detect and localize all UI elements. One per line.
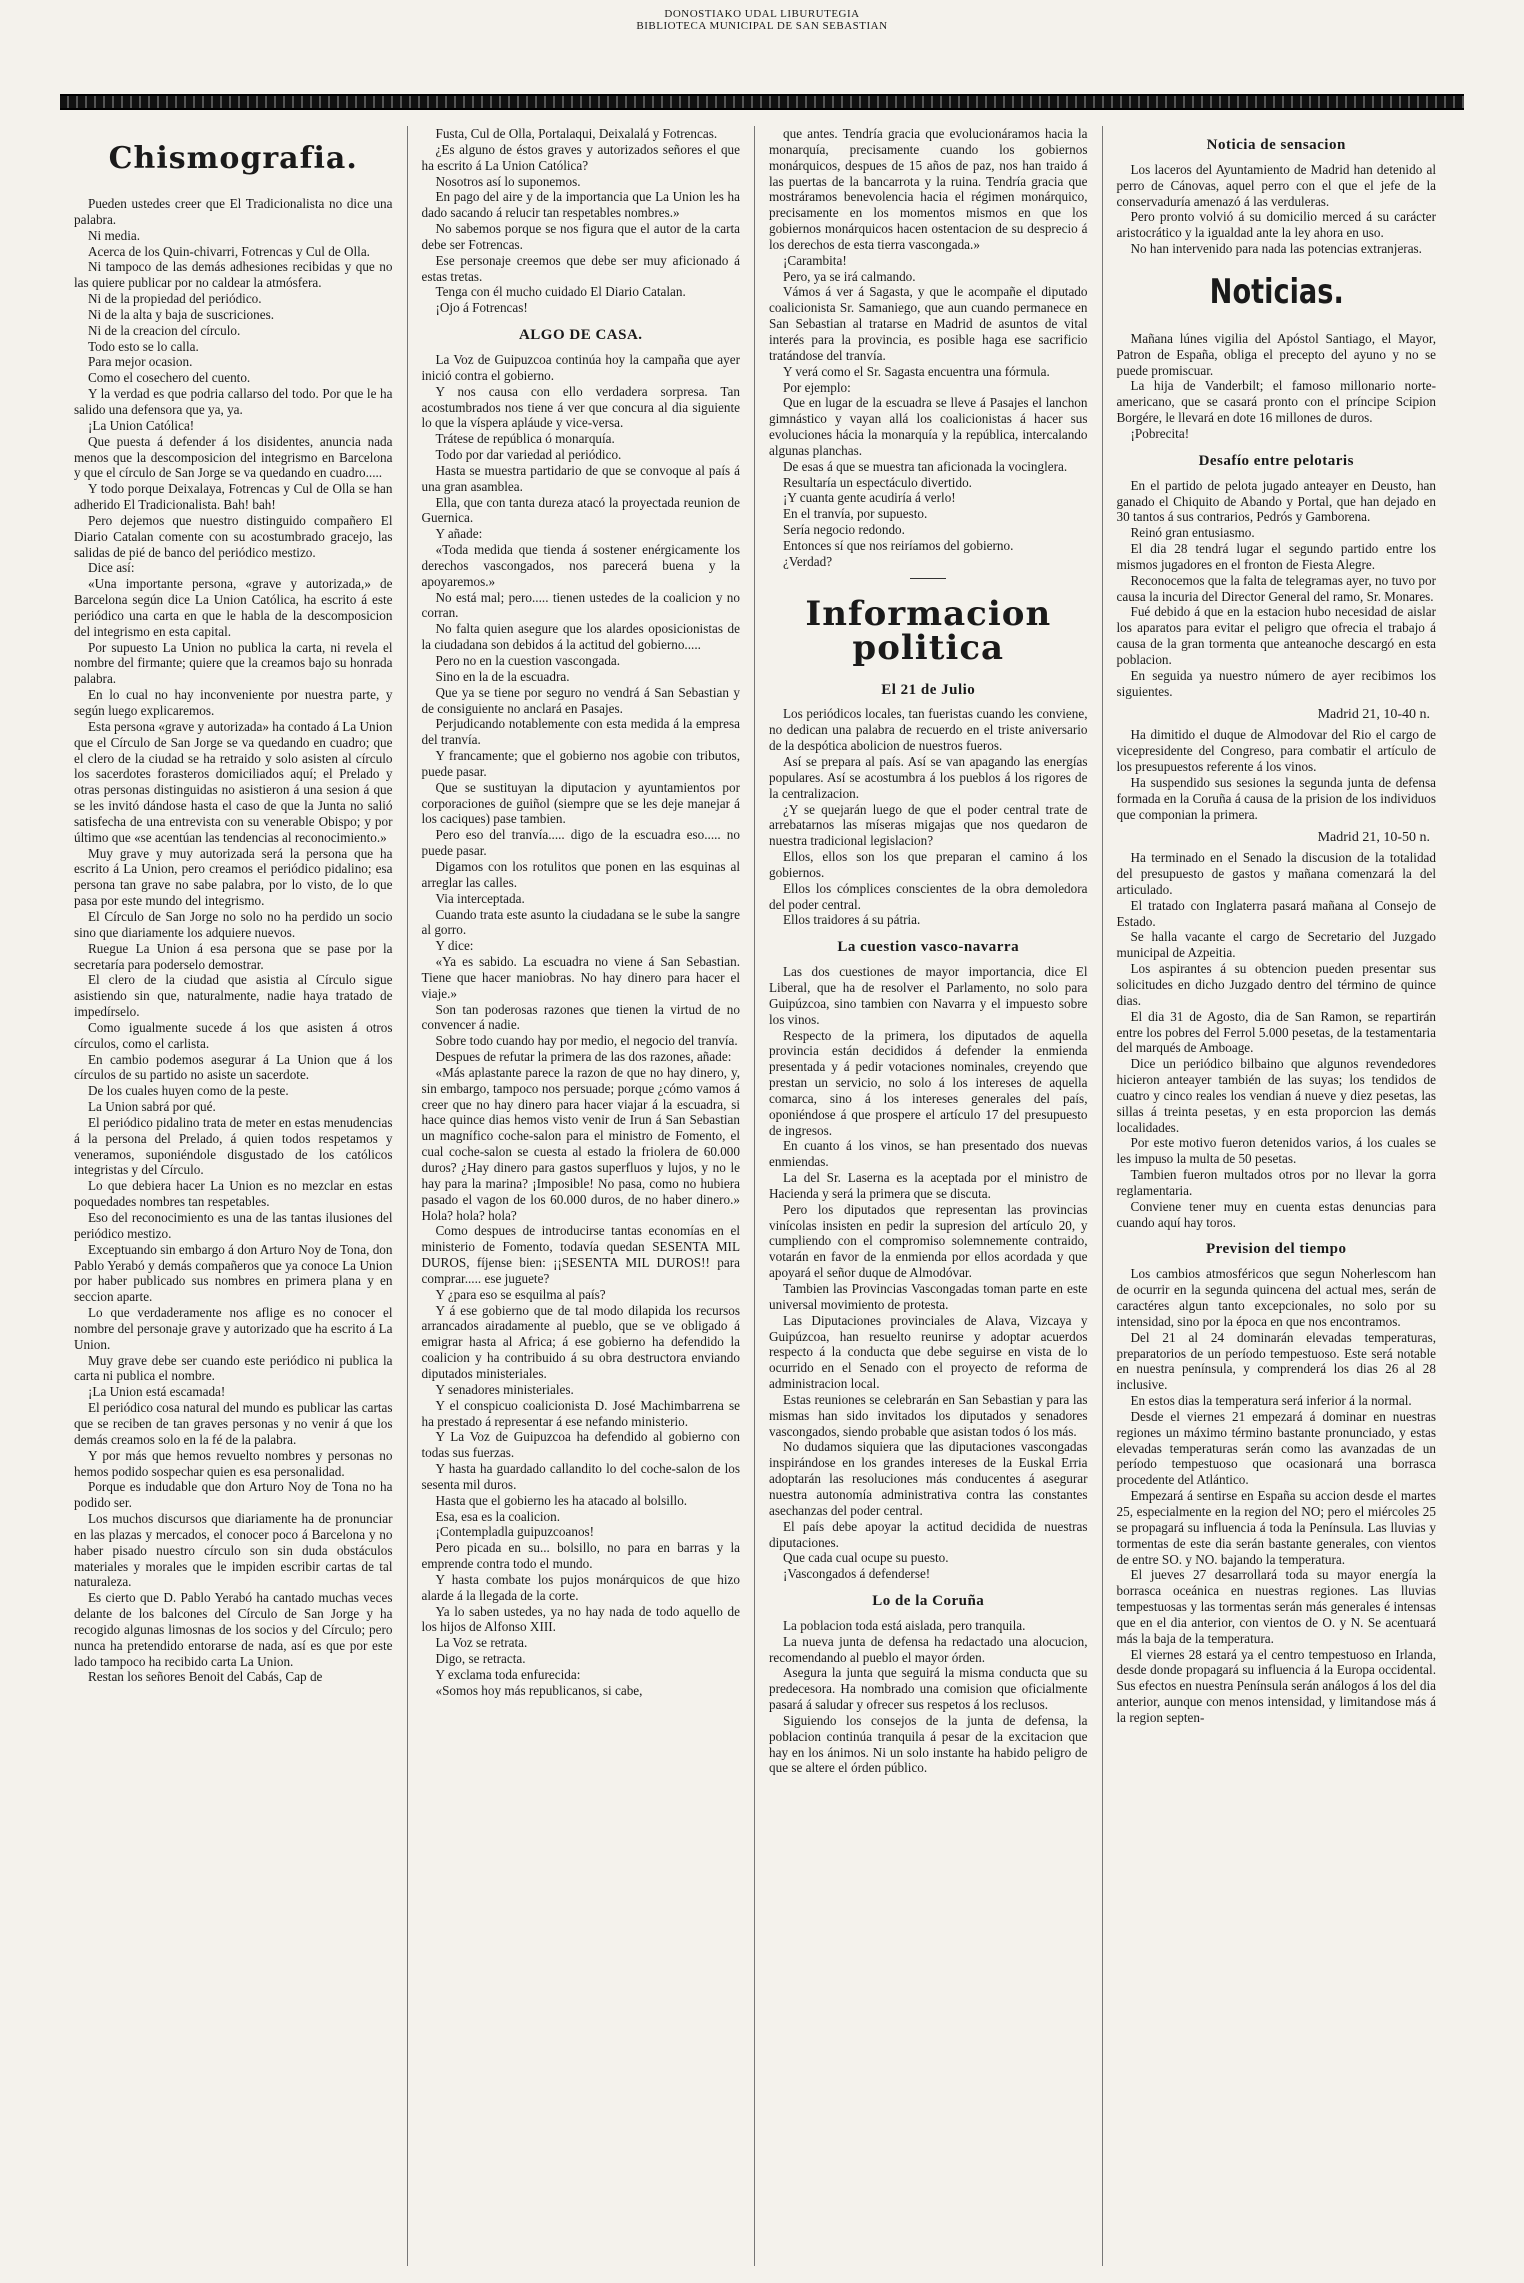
paragraph: No dudamos siquiera que las diputaciones vascongadas inspirándose en los grandes intereses de la Euskal Erria adoptarán las resoluciones más conducentes á asegurar nuestra autonomía administrativa contra las constantes asechanzas del poder central. (769, 1439, 1088, 1518)
paragraph: Mañana lúnes vigilia del Apóstol Santiago, el Mayor, Patron de España, obliga el precepto del ayuno y no se puede promiscuar. (1116, 330, 1436, 378)
paragraph: «Ya es sabido. La escuadra no viene á San Sebastian. Tiene que hacer maniobras. No hay dinero para hacer el viaje.» (421, 954, 740, 1001)
paragraph: ¡Pobrecita! (1130, 425, 1190, 441)
noticias-body (1117, 331, 1437, 442)
paragraph: Dice un periódico bilbaino que algunos revendedores hicieron anteayer también de las suyas; los tendidos de cuatro y cinco reales los vendian á nueve y diez pesetas, las sillas á treinta pesetas, y en esta proporcion las demás localidades. (1116, 1056, 1436, 1135)
paragraph: «Una importante persona, «grave y autorizada,» de Barcelona según dice La Union Católica, ha escrito á este periódico una carta en que le habla de la descomposicion del integrismo en esta capital. (74, 576, 393, 639)
paragraph: El periódico pidalino trata de meter en estas menudencias á la persona del Prelado, á quien todos respetamos y veneramos, suponiéndole disgustado de los católicos integristas y del Círculo. (74, 1114, 393, 1178)
paragraph: El clero de la ciudad que asistia al Círculo sigue asistiendo sin que, naturalmente, nadie haya tratado de impedírselo. (74, 972, 393, 1020)
paragraph: Ha suspendido sus sesiones la segunda junta de defensa formada en la Coruña á causa de la prision de los individuos que componian la primera. (1116, 774, 1436, 822)
paragraph: Pero dejemos que nuestro distinguido compañero El Diario Catalan comente con su acostumbrado gracejo, las salidas de pié de banco del periódico mestizo. (74, 512, 393, 560)
paragraph: El dia 28 tendrá lugar el segundo partido entre los mismos jugadores en el fronton de Fiesta Alegre. (1116, 541, 1436, 572)
paragraph: ¡La Union Católica! (88, 417, 195, 433)
paragraph: No han intervenido para nada las potencias extranjeras. (1130, 241, 1422, 257)
paragraph: Hasta que el gobierno les ha atacado al bolsillo. (435, 1492, 688, 1508)
paragraph: Restan los señores Benoit del Cabás, Cap de (88, 1669, 323, 1685)
paragraph: Son tan poderosas razones que tienen la virtud de no convencer á nadie. (421, 1001, 740, 1033)
paragraph: Pero picada en su... bolsillo, no para en barras y la emprende contra todo el mundo. (421, 1540, 740, 1572)
paragraph: Via interceptada. (435, 890, 525, 906)
paragraph: Y hasta ha guardado callandito lo del coche-salon de los sesenta mil duros. (421, 1461, 740, 1492)
paragraph: Sobre todo cuando hay por medio, el negocio del tranvía. (435, 1033, 738, 1049)
paragraph: Despues de refutar la primera de las dos razones, añade: (435, 1049, 732, 1065)
paragraph: La Voz se retrata. (435, 1635, 528, 1651)
library-header (0, 8, 1524, 32)
paragraph: Ellos, ellos son los que preparan el camino á los gobiernos. (769, 849, 1088, 880)
paragraph: ¿Y se quejarán luego de que el poder central trate de arrebatarnos las míseras migajas que nos quedaron de nuestra tradicional legislacion? (769, 801, 1088, 849)
paragraph: Perjudicando notablemente con esta medida á la empresa del tranvía. (421, 716, 740, 748)
algo-de-casa-body (422, 352, 741, 1699)
paragraph: ¡La Union está escamada! (88, 1384, 226, 1400)
paragraph: Pero, ya se irá calmando. (783, 268, 916, 284)
paragraph: Siguiendo los consejos de la junta de defensa, la poblacion continúa tranquila á pesar de la excitacion que hay en los ánimos. Ni un solo instante ha habido peligro de que se altere el órden público. (769, 1712, 1088, 1776)
paragraph: Acerca de los Quin-chivarri, Fotrencas y Cul de Olla. (88, 243, 370, 259)
paragraph: La hija de Vanderbilt; el famoso millonario norte-americano, que se casará pronto con el príncipe Scipion Borgére, le llevará en dote 16 millones de duros. (1116, 378, 1436, 426)
paragraph: Como despues de introducirse tantas economías en el ministerio de Fomento, todavía quedan SESENTA MIL DUROS, fíjense bien: ¡¡SESENTA MIL DUROS!! para comprar..... ese juguete? (421, 1223, 740, 1286)
paragraph: La poblacion toda está aislada, pero tranquila. (783, 1617, 1026, 1633)
paragraph: Desde el viernes 21 empezará á dominar en nuestras regiones un máximo término bastante pronunciado, y estas elevadas temperaturas serán como las avanzadas de un período tempestuoso que ocasionará una borrasca procedente del Atlántico. (1116, 1408, 1436, 1488)
paragraph: De los cuales huyen como de la peste. (88, 1083, 289, 1099)
paragraph: Y verá como el Sr. Sagasta encuentra una fórmula. (783, 363, 1050, 379)
paragraph: Pero eso del tranvía..... digo de la escuadra eso..... no puede pasar. (421, 827, 740, 859)
paragraph: Dice así: (88, 560, 135, 576)
paragraph: Que en lugar de la escuadra se lleve á Pasajes el lanchon gimnástico y vayan allá los coalicionistas á hacer sus evoluciones hácia la monarquía y la república, intercalando algunas planchas. (769, 395, 1088, 458)
prevision-tiempo-heading: Prevision del tiempo (1205, 1241, 1347, 1258)
paragraph: Muy grave debe ser cuando este periódico ni publica la carta ni publica el nombre. (74, 1352, 393, 1384)
paragraph: «Somos hoy más republicanos, si cabe, (435, 1682, 643, 1698)
paragraph: En lo cual no hay inconveniente por nuestra parte, y según luego explicaremos. (74, 687, 393, 718)
paragraph: No falta quien asegure que los alardes oposicionistas de la ciudadana son debidos á la actitud del gobierno..... (421, 621, 740, 653)
paragraph: Que se sustituyan la diputacion y ayuntamientos por corporaciones de guiñol (siempre que se les deje manejar á los caciques) pase tambien. (421, 779, 740, 827)
paragraph: Se halla vacante el cargo de Secretario del Juzgado municipal de Azpeitia. (1116, 929, 1436, 961)
paragraph: ¡Vascongados á defenderse! (783, 1566, 931, 1582)
paragraph: «Más aplastante parece la razon de que no hay dinero, y, sin embargo, tampoco nos persuade; porque ¿cómo vamos á creer que no hay dinero para hacer viajar á la escuadra, si hace quince dias hemos visto venir de Irun á San Sebastian un magnífico coche-salon para el ministro de Fomento, el cual coche-salon se cuesta al estado la friolera de 60.000 duros? ¿Hay dinero para gastos superfluos y lujos, y no le hay para la marina? ¡Imposible! No pasa, como no hubiera pasado el vagon de los 60.000 duros, de no haber dinero.» Hola? hola? hola? (421, 1064, 740, 1223)
paragraph: Por este motivo fueron detenidos varios, á los cuales se les impuso la multa de 50 pesetas. (1116, 1135, 1436, 1167)
paragraph: Y el conspicuo coalicionista D. José Machimbarrena se ha prestado á representar á ese nefando ministerio. (421, 1397, 740, 1429)
paragraph: La nueva junta de defensa ha redactado una alocucion, recomendando al pueblo el mayor órden. (769, 1633, 1088, 1665)
paragraph: Resultaría un espectáculo divertido. (783, 474, 972, 490)
noticia-sensacion-heading: Noticia de sensacion (1206, 137, 1346, 153)
masthead-rule (60, 94, 1464, 110)
paragraph: Entonces sí que nos reiríamos del gobierno. (783, 537, 1014, 553)
paragraph: El país debe apoyar la actitud decidida de nuestras diputaciones. (769, 1518, 1088, 1550)
paragraph: En estos dias la temperatura será inferior á la normal. (1130, 1393, 1412, 1409)
paragraph: La Voz de Guipuzcoa continúa hoy la campaña que ayer inició contra el gobierno. (421, 351, 740, 383)
paragraph: Y dice: (435, 938, 474, 954)
paragraph: Ruegue La Union á esa persona que se pase por la secretaría para poderselo demostrar. (74, 940, 393, 972)
paragraph: Exceptuando sin embargo á don Arturo Noy de Tona, don Pablo Yerabó y demás compañeros que ya conoce La Union por haber publicado sus nombres en primera plana y en seccion aparte. (74, 1241, 393, 1305)
paragraph: No sabemos porque se nos figura que el autor de la carta debe ser Fotrencas. (421, 221, 740, 252)
paragraph: Pero no en la cuestion vascongada. (435, 653, 621, 668)
columns (60, 126, 1450, 2266)
separator (910, 578, 946, 579)
paragraph: Esa, esa es la coalicion. (435, 1508, 560, 1524)
paragraph: «Toda medida que tienda á sostener enérgicamente los derechos vascongados, nos parecerá buena y la apoyaremos.» (421, 542, 740, 589)
column-2-top (422, 126, 741, 316)
paragraph: Digo, se retracta. (435, 1651, 526, 1667)
paragraph: El jueves 27 desarrollará toda su mayor energía la borrasca oceánica en nuestras regiones. Las lluvias tempestuosas y las tormentas serán más generales é intensas que en el dia anterior, con vientos de O. y N. Se acentuará más la baja de la temperatura. (1116, 1567, 1436, 1646)
paragraph: En seguida ya nuestro número de ayer recibimos los siguientes. (1116, 667, 1436, 699)
paragraph: Ese personaje creemos que debe ser muy aficionado á estas tretas. (421, 252, 740, 284)
paragraph: Del 21 al 24 dominarán elevadas temperaturas, preparatorios de un período tempestuoso. Este será notable en nuestra península, y comprenderá los dias 26 al 28 inclusive. (1116, 1329, 1436, 1393)
column-4 (1103, 126, 1451, 2266)
paragraph: Ella, que con tanta dureza atacó la proyectada reunion de Guernica. (421, 494, 740, 526)
paragraph: Conviene tener muy en cuenta estas denuncias para cuando aquí hay toros. (1116, 1198, 1436, 1230)
paragraph: Los periódicos locales, tan fueristas cuando les conviene, no dedican una palabra de recuerdo en el triste aniversario de la despótica abolicion de nuestros fueros. (769, 706, 1088, 754)
paragraph: Lo que debiera hacer La Union es no mezclar en estas poquedades nombres tan respetables. (74, 1178, 393, 1210)
paragraph: El viernes 28 estará ya el centro tempestuoso en Irlanda, desde donde propagará su influencia á la Europa occidental. Sus efectos en nuestra Península serán análogos á los del dia anterior, aunque con menos intensidad, y limitandose más á la region septen- (1116, 1646, 1436, 1725)
paragraph: Ellos los cómplices conscientes de la obra demoledora del poder central. (769, 880, 1088, 912)
paragraph: Cuando trata este asunto la ciudadana se le sube la sangre al gorro. (421, 906, 740, 938)
paragraph: Los muchos discursos que diariamente ha de pronunciar en las plazas y mercados, el conocer poco á Barcelona y no haber pisado nuestro círculo son sin duda obstáculos materiales y morales que le impiden escribir cartas de tal naturaleza. (74, 1511, 393, 1590)
paragraph: Y todo porque Deixalaya, Fotrencas y Cul de Olla se han adherido El Tradicionalista. Bah! bah! (74, 481, 393, 513)
desafio-pelotaris-body (1117, 478, 1437, 700)
column-3 (755, 126, 1103, 2266)
prevision-tiempo-body (1117, 1266, 1437, 1725)
cuestion-vasco-navarra-heading: La cuestion vasco-navarra (837, 939, 1020, 956)
paragraph: Reinó gran entusiasmo. (1130, 525, 1255, 541)
informacion-politica-title: Informacion politica (805, 593, 1052, 668)
paragraph: Ni tampoco de las demás adhesiones recibidas y que no las quiere publicar por no caldear la atmósfera. (74, 259, 393, 291)
telegram-2-body (1117, 850, 1437, 1230)
paragraph: ¡Carambita! (783, 252, 847, 268)
paragraph: Eso del reconocimiento es una de las tantas ilusiones del periódico mestizo. (74, 1210, 393, 1241)
paragraph: Trátese de república ó monarquía. (435, 431, 615, 447)
paragraph: Como igualmente sucede á los que asisten á otros círculos, como el carlista. (74, 1019, 393, 1051)
chismografia-title: Chismografia. (108, 141, 358, 176)
paragraph: Y ¿para eso se esquilma al país? (435, 1286, 606, 1302)
21-julio-body (769, 706, 1088, 928)
paragraph: Y exclama toda enfurecida: (435, 1667, 581, 1682)
paragraph: El dia 31 de Agosto, dia de San Ramon, se repartirán entre los pobres del Ferrol 5.000 pesetas, de la testamentaria del marqués de Amboage. (1116, 1008, 1436, 1056)
paragraph: Digamos con los rotulitos que ponen en las esquinas al arreglar las calles. (421, 858, 740, 890)
paragraph: Todo esto se lo calla. (88, 338, 199, 354)
paragraph: El periódico cosa natural del mundo es publicar las cartas que se reciben de tan graves personas y no venir á que los demás creamos solo en la fé de la palabra. (74, 1400, 393, 1447)
paragraph: Ni de la alta y baja de suscriciones. (88, 306, 275, 322)
paragraph: Que puesta á defender á los disidentes, anuncia nada menos que la descomposicion del integrismo en Barcelona y que el círculo de San Jorge se va quedando en cuadro..... (74, 433, 393, 481)
coruna-heading: Lo de la Coruña (872, 1593, 985, 1610)
paragraph: Que ya se tiene por seguro no vendrá á San Sebastian y de consiguiente no anclará en Pasajes. (421, 684, 740, 716)
paragraph: El Círculo de San Jorge no solo no ha perdido un socio sino que diariamente los adquiere nuevos. (74, 908, 393, 940)
paragraph: Fusta, Cul de Olla, Portalaqui, Deixalalá y Fotrencas. (435, 126, 718, 141)
coruna-body (769, 1618, 1088, 1776)
noticia-sensacion-body (1117, 162, 1437, 257)
paragraph: ¡Ojo á Fotrencas! (435, 300, 528, 316)
paragraph: Y por más que hemos revuelto nombres y personas no hemos podido sospechar quien es esa personalidad. (74, 1447, 393, 1479)
chismografia-body (74, 196, 393, 1685)
paragraph: La Union sabrá por qué. (88, 1099, 216, 1115)
paragraph: Y senadores ministeriales. (435, 1381, 574, 1397)
paragraph: En cambio podemos asegurar á La Union que á los círculos de su partido no asiste un sacerdote. (74, 1051, 393, 1083)
paragraph: Respecto de la primera, los diputados de aquella provincia están decididos á defender la enmienda presentada y á pedir votaciones nominales, creyendo que prestan un servicio, no solo á los intereses de aquella comarca, sino á los intereses generales del país, oponiéndose á que prospere el artículo 17 del presupuesto de ingresos. (769, 1027, 1088, 1138)
paragraph: Reconocemos que la falta de telegramas ayer, no tuvo por causa la incuria del Director General del ramo, Sr. Monares. (1116, 572, 1436, 604)
telegram-date-2: Madrid 21, 10-50 n. (1317, 830, 1430, 846)
paragraph: Hasta se muestra partidario de que se convoque al país á una gran asamblea. (421, 462, 740, 494)
paragraph: Nosotros así lo suponemos. (435, 173, 581, 189)
paragraph: Fué debido á que en la estacion hubo necesidad de aislar los aparatos para evitar el peligro que ofrecia el trabajo á causa de la gran tormenta que anteanoche descargó en esta poblacion. (1116, 604, 1436, 667)
paragraph: Y añade: (435, 526, 483, 542)
column-2 (408, 126, 756, 2266)
library-header-basque: DONOSTIAKO UDAL LIBURUTEGIA (664, 8, 860, 20)
algo-de-casa-heading: ALGO DE CASA. (518, 327, 643, 344)
paragraph: Como el cosechero del cuento. (88, 370, 251, 386)
column-1 (60, 126, 408, 2266)
paragraph: Tambien las Provincias Vascongadas toman parte en este universal movimiento de protesta. (769, 1281, 1088, 1312)
paragraph: Esta persona «grave y autorizada» ha contado á La Union que el Círculo de San Jorge se va quedando en cuadro; que el clero de la ciudad se ha retraido y solo asisten al círculo los sacerdotes forasteros domiciliados aquí; el Prelado y otras personas distinguidas no asistieron á una sesion á que se les invitó dándose hasta el caso de que la Junta no salió satisfecha de una entrevista con su venerable Obispo; y por último que «se acentúan las tendencias al reconocimiento.» (74, 718, 393, 845)
paragraph: Los laceros del Ayuntamiento de Madrid han detenido al perro de Cánovas, aquel perro con el que el jefe de la conservaduría amenazó á las verduleras. (1116, 161, 1436, 209)
paragraph: Es cierto que D. Pablo Yerabó ha cantado muchas veces delante de los balcones del Círculo de San Jorge y ha recogido algunas limosnas de los socios y del Círculo; pero nunca ha pretendido entorarse de nada, así es que por este lado tampoco ha recibido carta La Union. (74, 1590, 393, 1669)
paragraph: Lo que verdaderamente nos aflige es no conocer el nombre del personaje grave y autorizado que ha escrito á La Union. (74, 1305, 393, 1352)
paragraph: Ni de la propiedad del periódico. (88, 291, 262, 307)
column-3-top (769, 126, 1088, 570)
paragraph: Pero los diputados que representan las provincias vinícolas insisten en pedir la supresion del artículo 20, y cumpliendo con el compromiso solemnemente contraido, votarán en favor de la enmienda por ellos acordada y que apoyará el señor duque de Almodóvar. (769, 1201, 1088, 1281)
paragraph: Todo por dar variedad al periódico. (435, 447, 622, 463)
paragraph: El tratado con Inglaterra pasará mañana al Consejo de Estado. (1116, 897, 1436, 929)
paragraph: Que cada cual ocupe su puesto. (783, 1550, 949, 1566)
paragraph: No está mal; pero..... tienen ustedes de la coalicion y no corran. (421, 589, 740, 621)
paragraph: En el tranvía, por supuesto. (783, 506, 928, 522)
paragraph: Los aspirantes á su obtencion pueden presentar sus solicitudes en dicho Juzgado dentro del término de quince dias. (1116, 961, 1436, 1008)
paragraph: Para mejor ocasion. (88, 354, 193, 370)
21-julio-heading: El 21 de Julio (881, 681, 976, 698)
noticias-title: Noticias. (1209, 271, 1344, 312)
paragraph: Pero pronto volvió á su domicilio merced á su carácter aristocrático y la igualdad ante la ley ahora en uso. (1116, 209, 1436, 241)
paragraph: Las Diputaciones provinciales de Alava, Vizcaya y Guipúzcoa, han resuelto reunirse y adoptar acuerdos respecto á la conducta que debe seguirse en vista de lo ocurrido en el Senado con el proyecto de reforma de administracion local. (769, 1312, 1088, 1392)
paragraph: Vámos á ver á Sagasta, y que le acompañe el diputado coalicionista Sr. Samaniego, que aun cuando permanece en San Sebastian al tratarse en Madrid de asuntos de vital interés para la provincia, es posible haga ese sacrificio tratándose del tranvía. (769, 284, 1088, 363)
library-header-spanish: BIBLIOTECA MUNICIPAL DE SAN SEBASTIAN (636, 20, 888, 32)
paragraph: Las dos cuestiones de mayor importancia, dice El Liberal, que ha de resolver el Parlamento, no solo para Guipúzcoa, sino tambien con Navarra y el impuesto sobre los vinos. (769, 964, 1088, 1027)
paragraph: Ha dimitido el duque de Almodovar del Rio el cargo de vicepresidente del Congreso, para combatir el artículo de los presupuestos referente á los vinos. (1116, 727, 1436, 774)
paragraph: Estas reuniones se celebrarán en San Sebastian y para las mismas han sido invitados los diputados y senadores vascongados, siendo probable que asistan todos ó los más. (769, 1391, 1088, 1439)
paragraph: Los cambios atmosféricos que segun Noherlescom han de ocurrir en la segunda quincena del actual mes, serán de caractéres algun tanto excepcionales, no solo por su intensidad, sino por la época en que nos encontramos. (1116, 1266, 1436, 1329)
telegram-date-1: Madrid 21, 10-40 n. (1317, 707, 1430, 723)
paragraph: ¡Contempladla guipuzcoanos! (435, 1524, 595, 1540)
telegram-1-body (1117, 727, 1437, 822)
paragraph: Por ejemplo: (783, 379, 851, 395)
paragraph: Muy grave y muy autorizada será la persona que ha escrito á La Union, pero creamos el periódico pidalino; esa persona tan grave no sabe palabra, por lo visto, de lo que pasa por este mundo del integrismo. (74, 845, 393, 909)
paragraph: Y á ese gobierno que de tal modo dilapida los recursos arrancados airadamente al pueblo, que se ve obligado á emigrar hasta al Africa; á ese gobierno ha defendido la coalicion y ha contribuido á su obra destructora enviando diputados ministeriales. (421, 1302, 740, 1381)
paragraph: Pueden ustedes creer que El Tradicionalista no dice una palabra. (74, 196, 393, 227)
paragraph: Por supuesto La Union no publica la carta, ni revela el nombre del firmante; quiere que la creamos bajo su honrada palabra. (74, 639, 393, 687)
paragraph: Y la verdad es que podria callarso del todo. Por que le ha salido una defensora que ya, ya. (74, 386, 393, 417)
paragraph: En el partido de pelota jugado anteayer en Deusto, han ganado el Chiquito de Abando y Portal, que han dejado en 30 tantos á sus contrarios, Pedrós y Gamborena. (1116, 477, 1436, 525)
paragraph: Sería negocio redondo. (783, 522, 905, 538)
paragraph: que antes. Tendría gracia que evolucionáramos hacia la monarquía, precisamente cuando los gobiernos monárquicos, despues de 15 años de paz, nos han traido á las puertas de la bancarrota y la ruina. Tendría gracia que mostráramos benevolencia hacia el régimen monárquico, precisamente en los momentos mismos en que los gobiernos monárquicos hacen ostentacion de su desprecio á los derechos de esta tierra vascongada.» (769, 126, 1088, 252)
desafio-pelotaris-heading: Desafío entre pelotaris (1198, 452, 1354, 469)
paragraph: Ha terminado en el Senado la discusion de la totalidad del presupuesto de gastos y mañana comenzará la del articulado. (1116, 850, 1436, 897)
paragraph: ¿Es alguno de éstos graves y autorizados señores el que ha escrito á La Union Católica? (421, 141, 740, 173)
paragraph: Y hasta combate los pujos monárquicos de que hizo alarde á la llegada de la corte. (421, 1571, 740, 1603)
paragraph: Sino en la de la escuadra. (435, 668, 570, 684)
paragraph: Porque es indudable que don Arturo Noy de Tona no ha podido ser. (74, 1479, 393, 1511)
paragraph: La del Sr. Laserna es la aceptada por el ministro de Hacienda y será la primera que se discuta. (769, 1170, 1088, 1201)
paragraph: Tenga con él mucho cuidado El Diario Catalan. (435, 284, 686, 300)
cuestion-vasco-navarra-body (769, 964, 1088, 1582)
paragraph: Así se prepara al país. Así se van apagando las energías populares. Así se acostumbra á los pueblos á los rigores de la centralizacion. (769, 754, 1088, 801)
paragraph: Ya lo saben ustedes, ya no hay nada de todo aquello de los hijos de Alfonso XIII. (421, 1603, 740, 1635)
paragraph: Asegura la junta que seguirá la misma conducta que su predecesora. Ha nombrado una comision que oficialmente pasará á saludar y ofrecer sus respetos á los reclusos. (769, 1665, 1088, 1713)
paragraph: Y francamente; que el gobierno nos agobie con tributos, puede pasar. (421, 748, 740, 779)
paragraph: Ellos traidores á su pátria. (783, 912, 921, 928)
paragraph: Empezará á sentirse en España su accion desde el martes 25, especialmente en la region del NO; pero el miércoles 25 se propagará su influencia á toda la Península. Las lluvias y tormentas de este dia serán bastante generales, con vientos de entre SO. y NO. bajando la temperatura. (1116, 1488, 1436, 1567)
paragraph: De esas á que se muestra tan aficionada la vocinglera. (783, 458, 1068, 474)
paragraph: ¿Verdad? (783, 553, 833, 569)
paragraph: Ni de la creacion del círculo. (88, 322, 241, 338)
paragraph: ¡Y cuanta gente acudiría á verlo! (783, 490, 956, 506)
paragraph: En cuanto á los vinos, se han presentado dos nuevas enmiendas. (769, 1138, 1088, 1170)
paragraph: Ni media. (88, 227, 141, 243)
paragraph: Y La Voz de Guipuzcoa ha defendido al gobierno con todas sus fuerzas. (421, 1429, 740, 1461)
paragraph: En pago del aire y de la importancia que La Union les ha dado sacando á relucir tan respetables nombres.» (421, 189, 740, 221)
paragraph: Tambien fueron multados otros por no llevar la gorra reglamentaria. (1116, 1167, 1436, 1198)
paragraph: Y nos causa con ello verdadera sorpresa. Tan acostumbrados nos tiene á ver que concura al dia siguiente lo que la víspera apláude y vice-versa. (421, 383, 740, 431)
